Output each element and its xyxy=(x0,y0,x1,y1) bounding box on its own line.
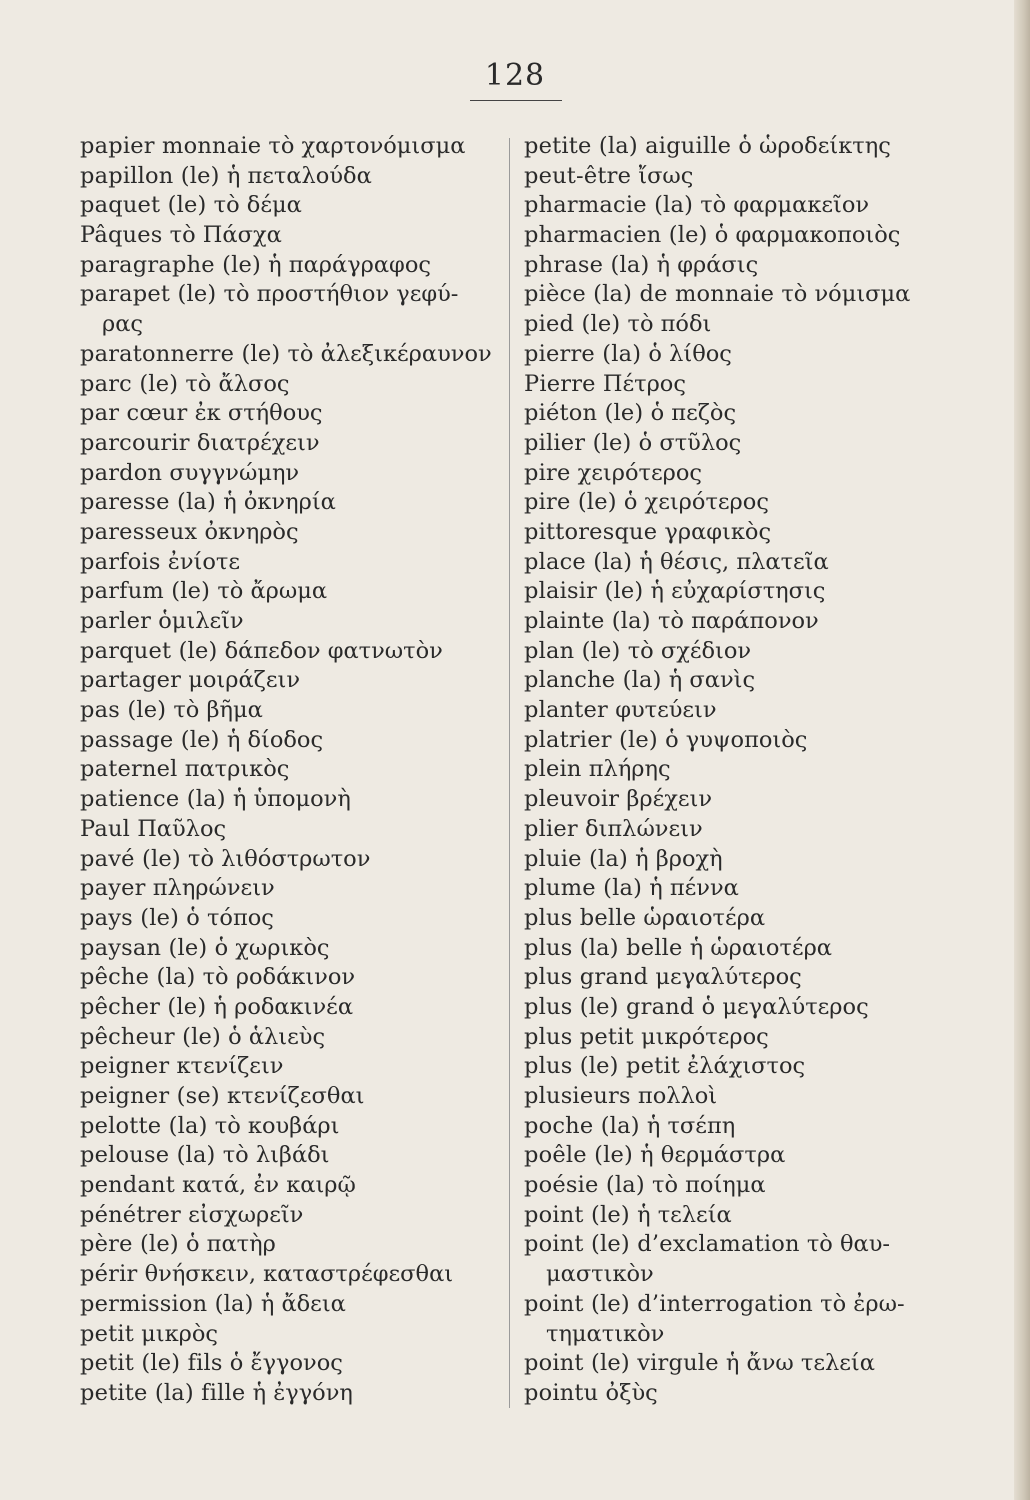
french-term: petite (la) aiguille xyxy=(524,133,732,159)
dictionary-entry xyxy=(80,488,500,518)
dictionary-entry xyxy=(524,488,994,518)
french-term: peut-être xyxy=(524,162,632,189)
greek-translation: διατρέχειν xyxy=(196,429,320,456)
dictionary-entry xyxy=(80,340,500,370)
greek-translation: ἡ πέννα xyxy=(649,875,739,902)
french-term: petit xyxy=(80,1320,134,1347)
dictionary-entry xyxy=(524,251,994,281)
french-term: plus (le) petit xyxy=(524,1053,681,1080)
greek-translation: τὸ σχέδιον xyxy=(627,637,752,664)
french-term: papillon (le) xyxy=(80,162,220,189)
french-term: pleuvoir xyxy=(524,786,620,813)
left-column xyxy=(80,132,500,1409)
dictionary-entry xyxy=(524,221,994,251)
dictionary-entry xyxy=(80,1349,500,1379)
dictionary-entry xyxy=(80,696,500,726)
french-term: point (le) xyxy=(524,1201,630,1228)
french-term: pilier (le) xyxy=(524,429,632,456)
french-term: patience (la) xyxy=(80,786,226,813)
greek-translation: ἡ τελεία xyxy=(637,1201,732,1228)
greek-translation: ἡ ὀκνηρία xyxy=(223,489,336,516)
dictionary-entry xyxy=(80,577,500,607)
greek-translation: ἡ παράγραφος xyxy=(268,251,431,278)
greek-translation: ὁ ἁλιεὺς xyxy=(228,1023,326,1050)
french-term: peigner xyxy=(80,1053,170,1080)
dictionary-entry xyxy=(80,251,500,281)
dictionary-entry xyxy=(524,1082,994,1112)
greek-translation: ὀξὺς xyxy=(605,1379,658,1406)
greek-translation: ὁ τόπος xyxy=(186,904,274,931)
dictionary-entry xyxy=(80,1320,500,1350)
greek-translation: κατά, ἐν καιρῷ xyxy=(182,1172,356,1199)
french-term: pittoresque xyxy=(524,518,658,545)
greek-translation: ὁ ἔγγονος xyxy=(229,1350,343,1377)
dictionary-entry xyxy=(524,1052,994,1082)
greek-translation: ἡ ὡραιοτέρα xyxy=(689,934,832,961)
greek-translation: ὁ πεζὸς xyxy=(650,400,737,427)
french-term: pharmacien (le) xyxy=(524,222,708,249)
french-term: pendant xyxy=(80,1172,175,1199)
greek-translation: ὀκνηρὸς xyxy=(204,518,299,545)
greek-translation: διπλώνειν xyxy=(585,815,703,842)
greek-translation: τὸ λιβάδι xyxy=(222,1142,330,1169)
french-term: peigner (se) xyxy=(80,1083,220,1109)
french-term: piéton (le) xyxy=(524,400,644,427)
dictionary-entry xyxy=(80,1290,500,1320)
greek-translation: ἡ πεταλούδα xyxy=(226,162,372,189)
dictionary-entry xyxy=(524,1171,994,1201)
greek-translation: τὸ φαρμακεῖον xyxy=(700,192,870,219)
french-term: plier xyxy=(524,815,578,842)
dictionary-entry xyxy=(524,132,994,162)
french-term: pays (le) xyxy=(80,904,180,931)
french-term: payer xyxy=(80,875,146,902)
greek-translation: εἰσχωρεῖν xyxy=(188,1201,304,1228)
greek-translation: τὸ θαυ- xyxy=(806,1231,890,1258)
dictionary-entry-continuation xyxy=(524,1320,994,1350)
french-term: pharmacie (la) xyxy=(524,192,694,219)
dictionary-entry xyxy=(524,1201,994,1231)
french-term: plus petit xyxy=(524,1023,634,1050)
dictionary-entry xyxy=(80,726,500,756)
greek-translation: τὸ Πάσχα xyxy=(169,222,282,249)
greek-translation: ἐκ στήθους xyxy=(194,400,323,427)
french-term: paquet (le) xyxy=(80,192,207,219)
dictionary-entry xyxy=(524,726,994,756)
greek-translation: ἡ φράσις xyxy=(656,251,759,278)
column-divider xyxy=(509,138,510,1408)
dictionary-entry xyxy=(524,429,994,459)
french-term: passage (le) xyxy=(80,726,220,753)
dictionary-entry xyxy=(80,399,500,429)
dictionary-entry xyxy=(80,755,500,785)
greek-translation: ὡραιοτέρα xyxy=(643,904,766,931)
right-column xyxy=(524,132,994,1409)
french-term: plus (la) belle xyxy=(524,934,683,961)
greek-translation: φυτεύειν xyxy=(615,697,717,724)
greek-translation: ὁ ὡροδείκτης xyxy=(738,133,891,159)
french-term: par cœur xyxy=(80,400,188,427)
dictionary-entry-continuation xyxy=(80,310,500,340)
french-term: Pierre xyxy=(524,370,596,397)
french-term: parfois xyxy=(80,548,161,575)
french-term: petite (la) fille xyxy=(80,1379,246,1406)
greek-translation: τὸ ἄλσος xyxy=(185,370,290,397)
dictionary-entry xyxy=(80,1112,500,1142)
french-term: poche (la) xyxy=(524,1112,640,1139)
dictionary-entry xyxy=(80,429,500,459)
greek-translation: ὁ γυψοποιὸς xyxy=(665,726,808,753)
greek-translation: ἡ θερμάστρα xyxy=(640,1142,786,1169)
greek-translation: τὸ ποίημα xyxy=(652,1172,766,1199)
greek-translation: κτενίζειν xyxy=(176,1053,284,1080)
dictionary-entry xyxy=(80,548,500,578)
french-term: plaisir (le) xyxy=(524,578,644,605)
greek-translation: ἡ ἐγγόνη xyxy=(252,1379,353,1406)
dictionary-entry xyxy=(80,370,500,400)
french-term: plan (le) xyxy=(524,637,621,664)
french-term: périr xyxy=(80,1261,138,1288)
french-term: place (la) xyxy=(524,548,633,575)
greek-translation: βρέχειν xyxy=(626,786,713,813)
dictionary-entry xyxy=(524,815,994,845)
french-term: plus (le) grand xyxy=(524,993,695,1020)
dictionary-entry xyxy=(524,755,994,785)
dictionary-entry xyxy=(80,874,500,904)
french-term: pelouse (la) xyxy=(80,1142,216,1169)
french-term: partager xyxy=(80,667,182,694)
dictionary-entry xyxy=(524,340,994,370)
french-term: parcourir xyxy=(80,429,190,456)
dictionary-entry xyxy=(80,1260,500,1290)
french-term: petit (le) fils xyxy=(80,1350,223,1377)
french-term: pointu xyxy=(524,1379,599,1406)
french-term: poêle (le) xyxy=(524,1142,633,1169)
greek-translation: τηματικὸν xyxy=(546,1320,665,1347)
french-term: plein xyxy=(524,756,582,783)
page-number: 128 xyxy=(484,58,546,93)
greek-translation: ἡ τσέπη xyxy=(646,1112,736,1139)
dictionary-entry xyxy=(80,191,500,221)
french-term: papier monnaie xyxy=(80,133,262,159)
french-term: Paul xyxy=(80,815,131,842)
greek-translation: ἡ ὑπομονὴ xyxy=(232,786,351,813)
greek-translation: ρας xyxy=(102,311,144,338)
dictionary-entry xyxy=(524,1290,994,1320)
greek-translation: μικρότερος xyxy=(640,1023,769,1050)
french-term: pénétrer xyxy=(80,1201,181,1228)
greek-translation: τὸ πόδι xyxy=(627,311,712,338)
greek-translation: ἐλάχιστος xyxy=(687,1053,806,1080)
dictionary-entry xyxy=(80,934,500,964)
french-term: plume (la) xyxy=(524,875,643,902)
dictionary-entry xyxy=(524,577,994,607)
greek-translation: μεγαλύτερος xyxy=(655,964,802,991)
french-term: plus belle xyxy=(524,904,637,931)
greek-translation: ἡ ἄδεια xyxy=(260,1290,346,1317)
french-term: point (le) d’exclamation xyxy=(524,1231,800,1258)
french-term: pire (le) xyxy=(524,489,617,516)
greek-translation: γραφικὸς xyxy=(664,518,772,545)
dictionary-entry xyxy=(80,221,500,251)
french-term: platrier (le) xyxy=(524,726,658,753)
greek-translation: δάπεδον φατνωτὸν xyxy=(224,637,443,664)
greek-translation: ὁ φαρμακοποιὸς xyxy=(714,222,901,249)
greek-translation: τὸ ἄρωμα xyxy=(217,578,328,605)
dictionary-entry xyxy=(524,934,994,964)
greek-translation: ἡ εὐχαρίστησις xyxy=(650,578,826,605)
dictionary-entry xyxy=(524,1023,994,1053)
french-term: point (le) virgule xyxy=(524,1350,719,1377)
dictionary-entry xyxy=(80,1379,500,1409)
french-term: paresseux xyxy=(80,518,198,545)
greek-translation: ὁ πατὴρ xyxy=(185,1231,276,1258)
dictionary-entry xyxy=(524,1230,994,1260)
dictionary-entry xyxy=(80,280,500,310)
greek-translation: τὸ χαρτονόμισμα xyxy=(268,133,466,159)
dictionary-entry xyxy=(80,815,500,845)
french-term: parler xyxy=(80,608,152,634)
page-edge xyxy=(1014,0,1030,1500)
dictionary-entry xyxy=(524,191,994,221)
french-term: paragraphe (le) xyxy=(80,251,261,278)
french-term: pavé (le) xyxy=(80,845,181,872)
french-term: pièce (la) de monnaie xyxy=(524,281,775,308)
dictionary-entry xyxy=(80,1230,500,1260)
greek-translation: ἴσως xyxy=(638,162,694,189)
dictionary-entry xyxy=(524,280,994,310)
dictionary-entry xyxy=(80,1171,500,1201)
french-term: plus grand xyxy=(524,964,649,991)
french-term: paratonnerre (le) xyxy=(80,340,281,367)
greek-translation: μοιράζειν xyxy=(188,667,301,694)
greek-translation: χειρότερος xyxy=(577,459,703,486)
dictionary-entry xyxy=(80,607,500,637)
greek-translation: πληρώνειν xyxy=(152,875,275,902)
greek-translation: τὸ νόμισμα xyxy=(781,281,911,308)
french-term: pêcher (le) xyxy=(80,993,207,1020)
dictionary-entry xyxy=(524,666,994,696)
greek-translation: ἡ σανὶς xyxy=(668,667,756,694)
dictionary-entry xyxy=(524,1141,994,1171)
dictionary-entry xyxy=(524,696,994,726)
french-term: parapet (le) xyxy=(80,281,217,308)
french-term: pardon xyxy=(80,459,163,486)
greek-translation: Παῦλος xyxy=(137,815,227,842)
greek-translation: τὸ παράπονον xyxy=(657,608,819,634)
dictionary-entry xyxy=(524,1349,994,1379)
dictionary-entry xyxy=(80,459,500,489)
greek-translation: τὸ βῆμα xyxy=(173,697,263,724)
header-rule xyxy=(470,100,562,101)
dictionary-entry xyxy=(80,162,500,192)
dictionary-entry xyxy=(524,370,994,400)
dictionary-entry xyxy=(80,904,500,934)
dictionary-entry xyxy=(524,993,994,1023)
french-term: plainte (la) xyxy=(524,608,651,634)
greek-translation: πατρικὸς xyxy=(184,756,290,783)
greek-translation: θνήσκειν, καταστρέφεσθαι xyxy=(144,1261,454,1288)
dictionary-entry xyxy=(80,1052,500,1082)
french-term: pêche (la) xyxy=(80,964,196,991)
dictionary-entry xyxy=(524,785,994,815)
french-term: pire xyxy=(524,459,571,486)
dictionary-entry xyxy=(524,607,994,637)
french-term: paternel xyxy=(80,756,178,783)
dictionary-entry xyxy=(524,845,994,875)
dictionary-entry xyxy=(524,310,994,340)
dictionary-entry xyxy=(80,963,500,993)
dictionary-entry xyxy=(524,874,994,904)
greek-translation: πλήρης xyxy=(588,756,671,783)
dictionary-entry xyxy=(524,459,994,489)
french-term: parquet (le) xyxy=(80,637,218,664)
greek-translation: συγγνώμην xyxy=(169,459,300,486)
french-term: paysan (le) xyxy=(80,934,208,961)
french-term: planche (la) xyxy=(524,667,662,694)
greek-translation: μικρὸς xyxy=(141,1320,219,1347)
dictionary-entry xyxy=(524,963,994,993)
french-term: point (le) d’interrogation xyxy=(524,1290,813,1317)
greek-translation: ἡ ἄνω τελεία xyxy=(725,1350,875,1377)
dictionary-entry xyxy=(80,637,500,667)
greek-translation: ἡ ροδακινέα xyxy=(213,993,354,1020)
greek-translation: τὸ κουβάρι xyxy=(214,1112,340,1139)
dictionary-entry xyxy=(524,1379,994,1409)
dictionary-entry xyxy=(80,845,500,875)
french-term: phrase (la) xyxy=(524,251,650,278)
dictionary-entry xyxy=(80,993,500,1023)
greek-translation: τὸ ἐρω- xyxy=(820,1290,905,1317)
dictionary-entry xyxy=(80,1201,500,1231)
french-term: Pâques xyxy=(80,222,163,249)
french-term: poésie (la) xyxy=(524,1172,645,1199)
french-term: père (le) xyxy=(80,1231,179,1258)
greek-translation: Πέτρος xyxy=(602,370,686,397)
dictionary-entry xyxy=(524,1112,994,1142)
dictionary-entry-continuation xyxy=(524,1260,994,1290)
greek-translation: τὸ ροδάκινον xyxy=(202,964,356,991)
greek-translation: ὁ χειρότερος xyxy=(623,489,769,516)
greek-translation: κτενίζεσθαι xyxy=(227,1083,365,1109)
greek-translation: ὁ λίθος xyxy=(648,340,732,367)
greek-translation: ἡ δίοδος xyxy=(226,726,324,753)
french-term: plusieurs xyxy=(524,1083,631,1109)
french-term: pied (le) xyxy=(524,311,621,338)
greek-translation: ὁ χωρικὸς xyxy=(214,934,330,961)
dictionary-entry xyxy=(524,518,994,548)
french-term: pelotte (la) xyxy=(80,1112,208,1139)
greek-translation: τὸ ἀλεξικέραυνον xyxy=(287,340,492,367)
dictionary-entry xyxy=(524,399,994,429)
greek-translation: τὸ προστήθιον γεφύ- xyxy=(223,281,459,308)
french-term: pas (le) xyxy=(80,697,167,724)
dictionary-entry xyxy=(80,132,500,162)
greek-translation: ἐνίοτε xyxy=(167,548,240,575)
dictionary-entry xyxy=(80,666,500,696)
french-term: pêcheur (le) xyxy=(80,1023,221,1050)
dictionary-entry xyxy=(80,518,500,548)
greek-translation: μαστικὸν xyxy=(546,1261,654,1288)
greek-translation: πολλοὶ xyxy=(637,1083,718,1109)
french-term: paresse (la) xyxy=(80,489,217,516)
greek-translation: ὁ μεγαλύτερος xyxy=(701,993,869,1020)
french-term: parc (le) xyxy=(80,370,179,397)
dictionary-entry xyxy=(524,904,994,934)
french-term: permission (la) xyxy=(80,1290,254,1317)
greek-translation: ὁ στῦλος xyxy=(638,429,742,456)
dictionary-entry xyxy=(80,785,500,815)
greek-translation: ἡ βροχὴ xyxy=(635,845,723,872)
french-term: parfum (le) xyxy=(80,578,211,605)
greek-translation: ἡ θέσις, πλατεῖα xyxy=(639,548,829,575)
greek-translation: τὸ δέμα xyxy=(213,192,302,219)
french-term: planter xyxy=(524,697,609,724)
dictionary-entry xyxy=(80,1141,500,1171)
dictionary-entry xyxy=(80,1082,500,1112)
dictionary-entry xyxy=(524,548,994,578)
greek-translation: ὁμιλεῖν xyxy=(158,608,244,634)
french-term: pluie (la) xyxy=(524,845,628,872)
dictionary-entry xyxy=(524,162,994,192)
dictionary-entry xyxy=(524,637,994,667)
greek-translation: τὸ λιθόστρωτον xyxy=(188,845,371,872)
dictionary-entry xyxy=(80,1023,500,1053)
french-term: pierre (la) xyxy=(524,340,642,367)
